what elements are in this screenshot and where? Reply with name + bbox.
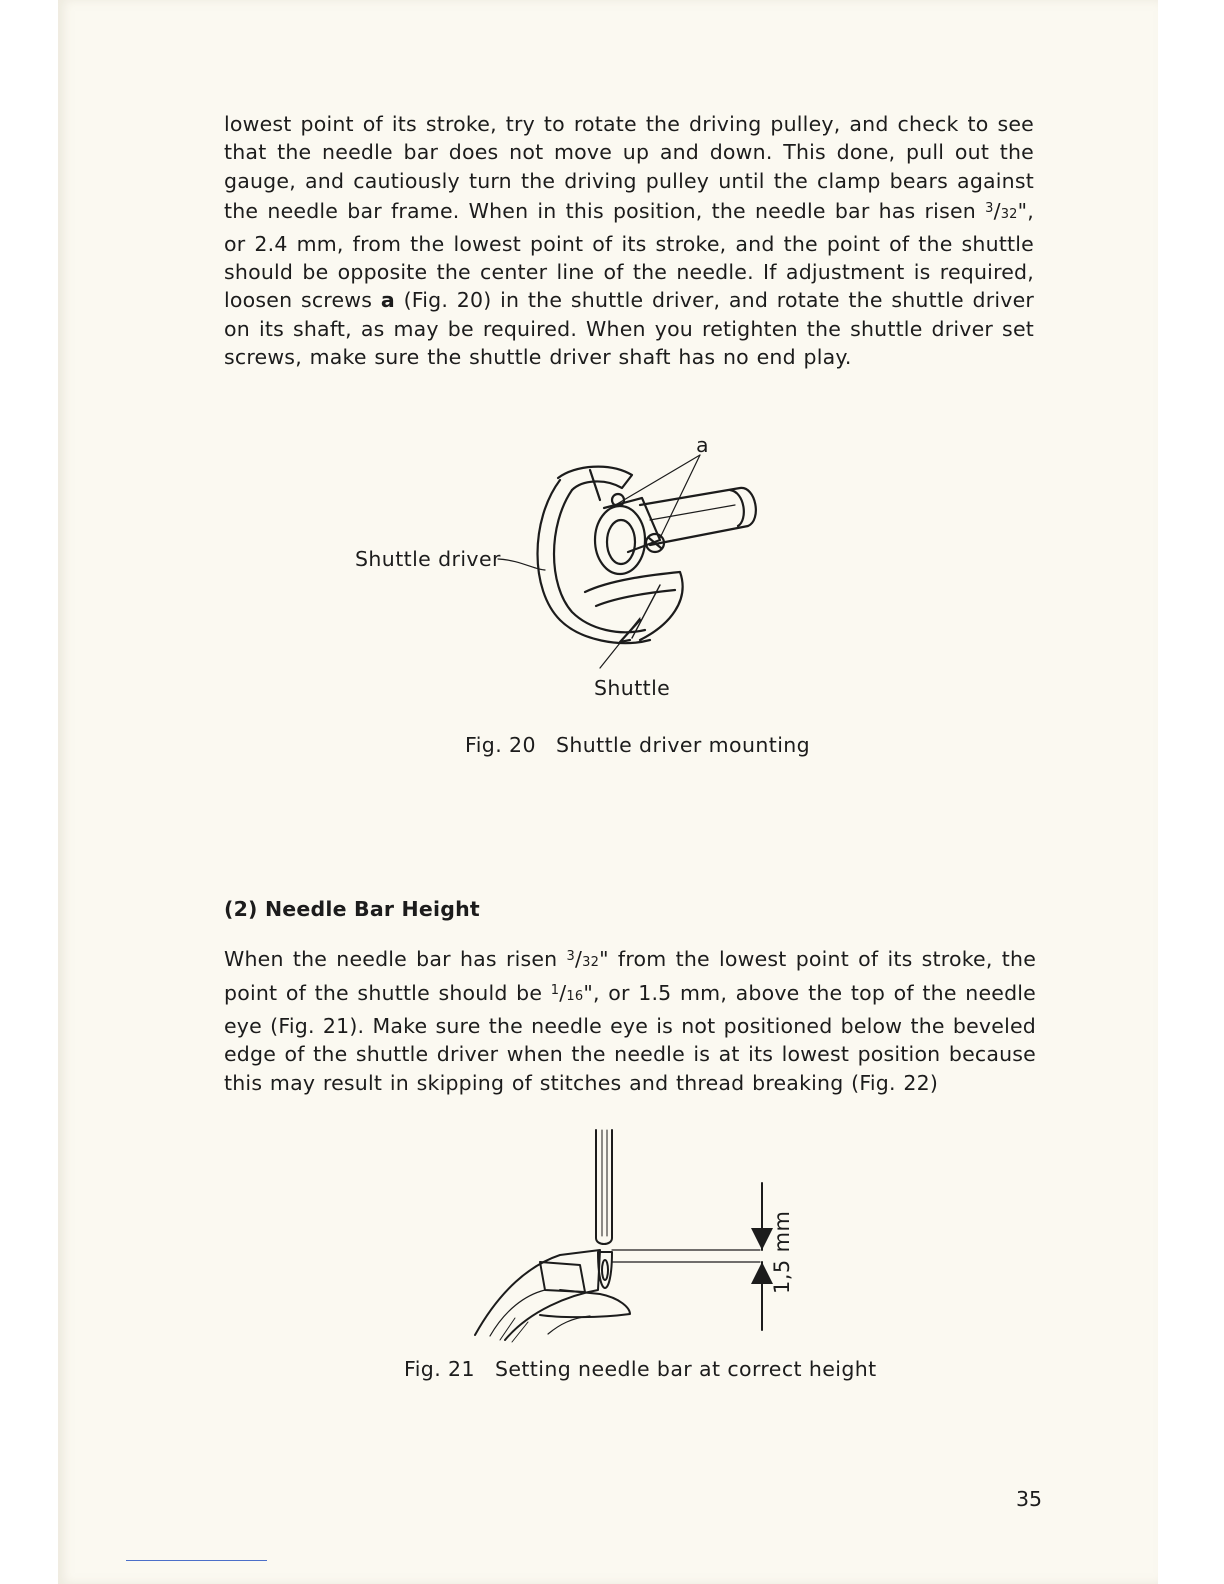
needle-drawing (596, 1130, 612, 1244)
fraction-denominator: 32 (1000, 207, 1018, 223)
fraction1-denominator: 32 (582, 955, 600, 970)
para2-text-c: ", or 1.5 mm, above the top of the needle eye (Fig. 21). Make sure the needle eye is not positioned below the beveled edge of the shuttle driver when the needle is at its lowest position because this may result in skipping of stitches and thread breaking (Fig. 22) (224, 981, 1036, 1095)
shuttle-drawing (475, 1250, 600, 1340)
para2-text-a: When the needle bar has risen (224, 947, 567, 971)
fraction-numerator: 3 (985, 201, 994, 217)
para2-text-b: " from the lowest point of its stroke, the point of the shuttle should be (224, 947, 1037, 1006)
screw-label-a: a (380, 288, 395, 313)
page-number: 35 (1016, 1487, 1043, 1511)
fraction2-numerator: 1 (550, 983, 560, 999)
para1-text-c: (Fig. 20) in the shuttle driver, and rotate the shuttle driver on its shaft, as may be required. When you retighten the shuttle driver set screws, make sure the shuttle driver shaft has no end play. (224, 288, 1035, 370)
figure-21-caption-text: Setting needle bar at correct height (494, 1357, 877, 1381)
para1-text-b: ", or 2.4 mm, from the lowest point of its stroke, and the point of the shuttle should be opposite the center line of the needle. If adjustment is required, loosen screws (224, 199, 1034, 313)
paragraph-2: When the needle bar has risen $^3$/32" from the lowest point of its stroke, the point of the shuttle should be $^1$/16", or 1.5 mm, above the top of the needle eye (Fig. 21). Make sure the needle eye is not positioned below the beveled edge of the shuttle driver when the needle is at its lowest position because this may result in skipping of stitches and thread breaking (Fig. 22) (224, 947, 1037, 1095)
figure-20-caption-text: Shuttle driver mounting (555, 733, 811, 757)
figure-21-number: Fig. 21 (404, 1357, 475, 1381)
label-shuttle: Shuttle (594, 676, 671, 700)
section-heading: (2) Needle Bar Height (224, 897, 480, 921)
fraction2-denominator: 16 (566, 989, 584, 1005)
figure-20-number: Fig. 20 (465, 733, 536, 757)
para1-text-a: lowest point of its stroke, try to rotate the driving pulley, and check to see that the needle bar does not move up and down. This done, pull out the gauge, and cautiously turn the driving pulley until the clamp bears against the needle bar frame. When in this position, the needle bar has risen (224, 112, 1034, 224)
footer-rule (126, 1560, 267, 1561)
figure-21-caption (404, 1357, 877, 1381)
label-shuttle-driver: Shuttle driver (355, 547, 501, 571)
label-screw-a: a (696, 433, 709, 457)
dimension-label: 1,5 mm (770, 1210, 794, 1294)
paragraph-1: lowest point of its stroke, try to rotate the driving pulley, and check to see that the needle bar does not move up and down. This done, pull out the gauge, and cautiously turn the driving pulley until the clamp bears against the needle bar frame. When in this position, the needle bar has risen $^3$/32", or 2.4 mm, from the lowest point of its stroke, and the point of the shuttle should be opposite the center line of the needle. If adjustment is required, loosen screws a (Fig. 20) in the shuttle driver, and rotate the shuttle driver on its shaft, as may be required. When you retighten the shuttle driver set screws, make sure the shuttle driver shaft has no end play. (224, 112, 1035, 370)
fraction1-numerator: 3 (566, 949, 576, 964)
